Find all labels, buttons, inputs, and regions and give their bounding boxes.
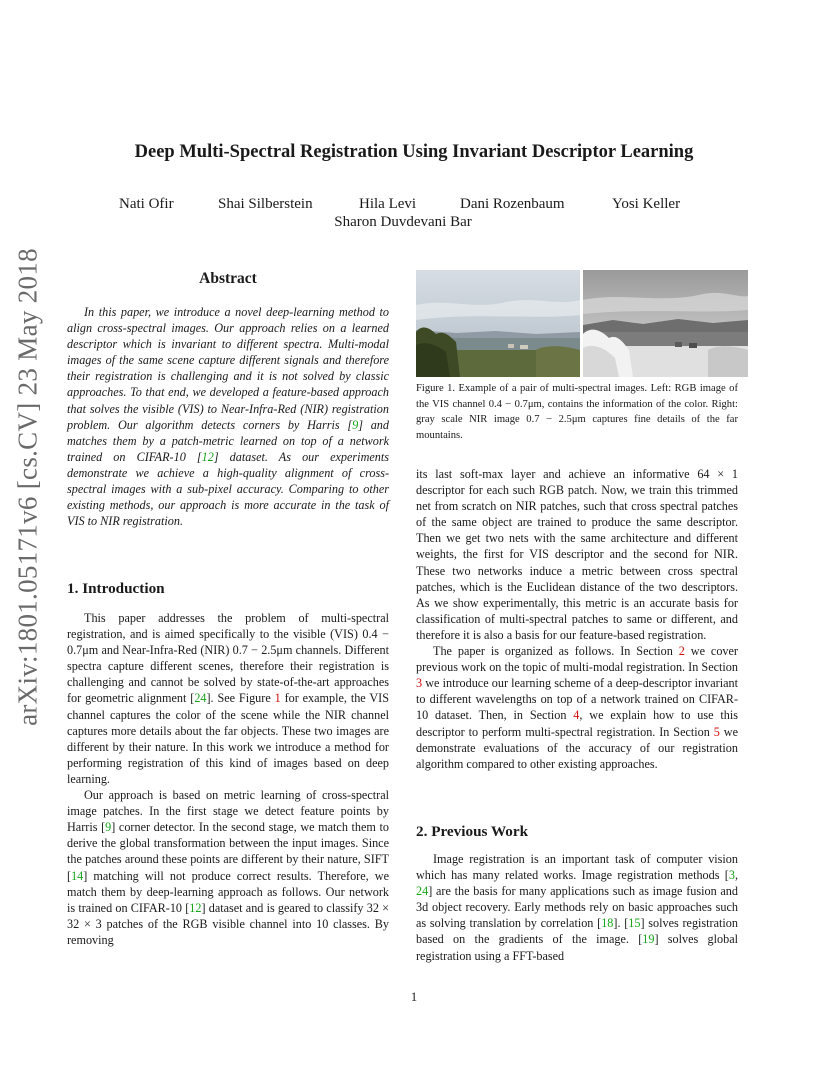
cross-reference-link[interactable]: 1 [274, 691, 281, 706]
text-run: ] and matches them by a patch-metric learned on top of a network trained on CIFAR-10 [ [67, 417, 389, 464]
page-number: 1 [410, 990, 418, 1004]
text-run: ] corner detector. In the second stage, we match them to derive the global transformation between the input images. Since the patches around these points are different by their nature, SIFT [ [67, 820, 389, 883]
text-run: , we explain how to use this descriptor to perform multi-spectral registration. In Section [416, 708, 738, 739]
text-run: ] solves registration based on the gradients of the image. [ [416, 916, 738, 947]
text-run: ]. [ [613, 916, 629, 931]
citation-link[interactable]: 3 [728, 868, 735, 883]
previous-work-section [416, 823, 738, 964]
arxiv-identifier [8, 248, 48, 726]
citation-link[interactable]: 9 [352, 417, 359, 432]
cross-reference-link[interactable]: 5 [713, 724, 720, 739]
text-run: In this paper, we introduce a novel deep-learning method to align cross-spectral images. Our approach relies on a learned descriptor which is invariant to different spectra. Multi-modal images of the same scene capture different signals and therefore their registration is challenging and it is not solved by classic approaches. To that end, we developed a feature-based approach that solves the visible (VIS) to Near-Infra-Red (NIR) registration problem. Our algorithm detects corners by Harris [ [67, 305, 389, 432]
previous-work-paragraph-1 [416, 851, 738, 964]
citation-link[interactable]: 14 [71, 868, 84, 883]
text-run: ] matching will not produce correct results. Therefore, we match them by deep-learning approach as follows. Our network is trained on CIFAR-10 [ [67, 868, 389, 915]
cross-reference-link[interactable]: 2 [678, 644, 685, 659]
cross-reference-link[interactable]: 4 [573, 708, 580, 723]
figure-nir-image [583, 270, 748, 377]
text-run: This paper addresses the problem of multi-spectral registration, and is aimed specifically to the visible (VIS) 0.4 − 0.7μm and Near-Infra-Red (NIR) 0.7 − 2.5μm channels. Different spectra capture different scenes, therefore their registration is challenging and cannot be solved by state-of-the-art approaches for geometric alignment [ [67, 611, 389, 706]
figure-1-caption: Figure 1. Example of a pair of multi-spectral images. Left: RGB image of the VIS channel 0.4 − 0.7μm, contains the information of the color. Right: gray scale NIR image 0.7 − 2.5μm captures fine details of the far mountains. [416, 383, 738, 441]
intro-section [67, 580, 389, 948]
text-run: ]. See Figure [206, 691, 275, 706]
text-run: ] dataset and is geared to classify 32 × 32 × 3 patches of the RGB visible channel into 10 classes. By removing [67, 900, 389, 947]
text-run: ] are the basis for many applications such as image fusion and 3d object recovery. Early methods rely on basic approaches such as solving translation by correlation [ [416, 884, 738, 931]
citation-link[interactable]: 24 [194, 691, 207, 706]
col2-paragraph-1 [416, 466, 738, 643]
text-run: , [734, 868, 738, 883]
cross-reference-link[interactable]: 3 [416, 676, 423, 691]
citation-link[interactable]: 15 [628, 916, 641, 931]
author-5: Yosi Keller [612, 196, 681, 212]
text-run: ] solves global registration using a FFT-based [416, 932, 738, 963]
author-1: Nati Ofir [119, 196, 174, 212]
text-run: ] dataset. As our experiments demonstrate we achieve a high-quality alignment of cross-spectral images with a sub-pixel accuracy. Comparing to other existing methods, our approach is more accurate in the task of VIS to NIR registration. [67, 449, 389, 529]
abstract-body [67, 304, 389, 529]
intro-paragraph-2 [67, 787, 389, 948]
author-4: Dani Rozenbaum [460, 196, 565, 212]
figure-vis-image [416, 270, 580, 377]
col2-paragraph-2 [416, 643, 738, 772]
citation-link[interactable]: 9 [105, 820, 112, 835]
text-run: Our approach is based on metric learning of cross-spectral image patches. In the first stage we detect feature points by Harris [ [67, 788, 389, 835]
text-run: for example, the VIS channel captures the color of the scene while the NIR channel captures more details about the far objects. These two images are different by their nature. In this work we introduce a method for performing registration of this kind of images based on deep learning. [67, 691, 389, 786]
intro-heading: 1. Introduction [67, 580, 165, 597]
arxiv-id-text: arXiv:1801.05171v6 [cs.CV] 23 May 2018 [12, 248, 43, 726]
text-run: its last soft-max layer and achieve an informative 64 × 1 descriptor for each such RGB patch. Now, we train this trimmed net from scratch on NIR patches, such that cross spectral patches of the same object are trained to produce the same descriptor. Then we get two nets with the same architecture and different weights, the first for VIS descriptor and the second for NIR. These two networks induce a metric between cross spectral patches, which is the Euclidean distance of the two descriptors. As we show experimentally, this metric is an accurate basis for classification of multi-spectral patches to same or different, and therefore it is also a basis for our feature-based registration. [416, 467, 738, 642]
text-run: we demonstrate evaluations of the accuracy of our registration algorithm compared to other existing approaches. [416, 724, 738, 771]
citation-link[interactable]: 12 [201, 449, 214, 464]
abstract-heading: Abstract [199, 270, 257, 287]
citation-link[interactable]: 12 [189, 900, 202, 915]
author-3: Hila Levi [359, 196, 417, 212]
text-run: we introduce our learning scheme of a deep-descriptor invariant to different wavelengths on top of a network trained on CIFAR-10 dataset. Then, in Section [416, 676, 738, 723]
author-6: Sharon Duvdevani Bar [334, 214, 472, 230]
citation-link[interactable]: 19 [642, 932, 655, 947]
citation-link[interactable]: 18 [601, 916, 614, 931]
paper-title: Deep Multi-Spectral Registration Using Invariant Descriptor Learning [134, 142, 694, 162]
text-run: Image registration is an important task of computer vision which has many related works. Image registration methods [ [416, 852, 738, 883]
previous-work-heading: 2. Previous Work [416, 823, 529, 840]
column-2-text [416, 466, 738, 772]
text-run: The paper is organized as follows. In Section [433, 644, 679, 659]
intro-paragraph-1 [67, 610, 389, 787]
text-run: we cover previous work on the topic of multi-modal registration. In Section [416, 644, 738, 675]
citation-link[interactable]: 24 [416, 884, 429, 899]
author-2: Shai Silberstein [218, 196, 313, 212]
